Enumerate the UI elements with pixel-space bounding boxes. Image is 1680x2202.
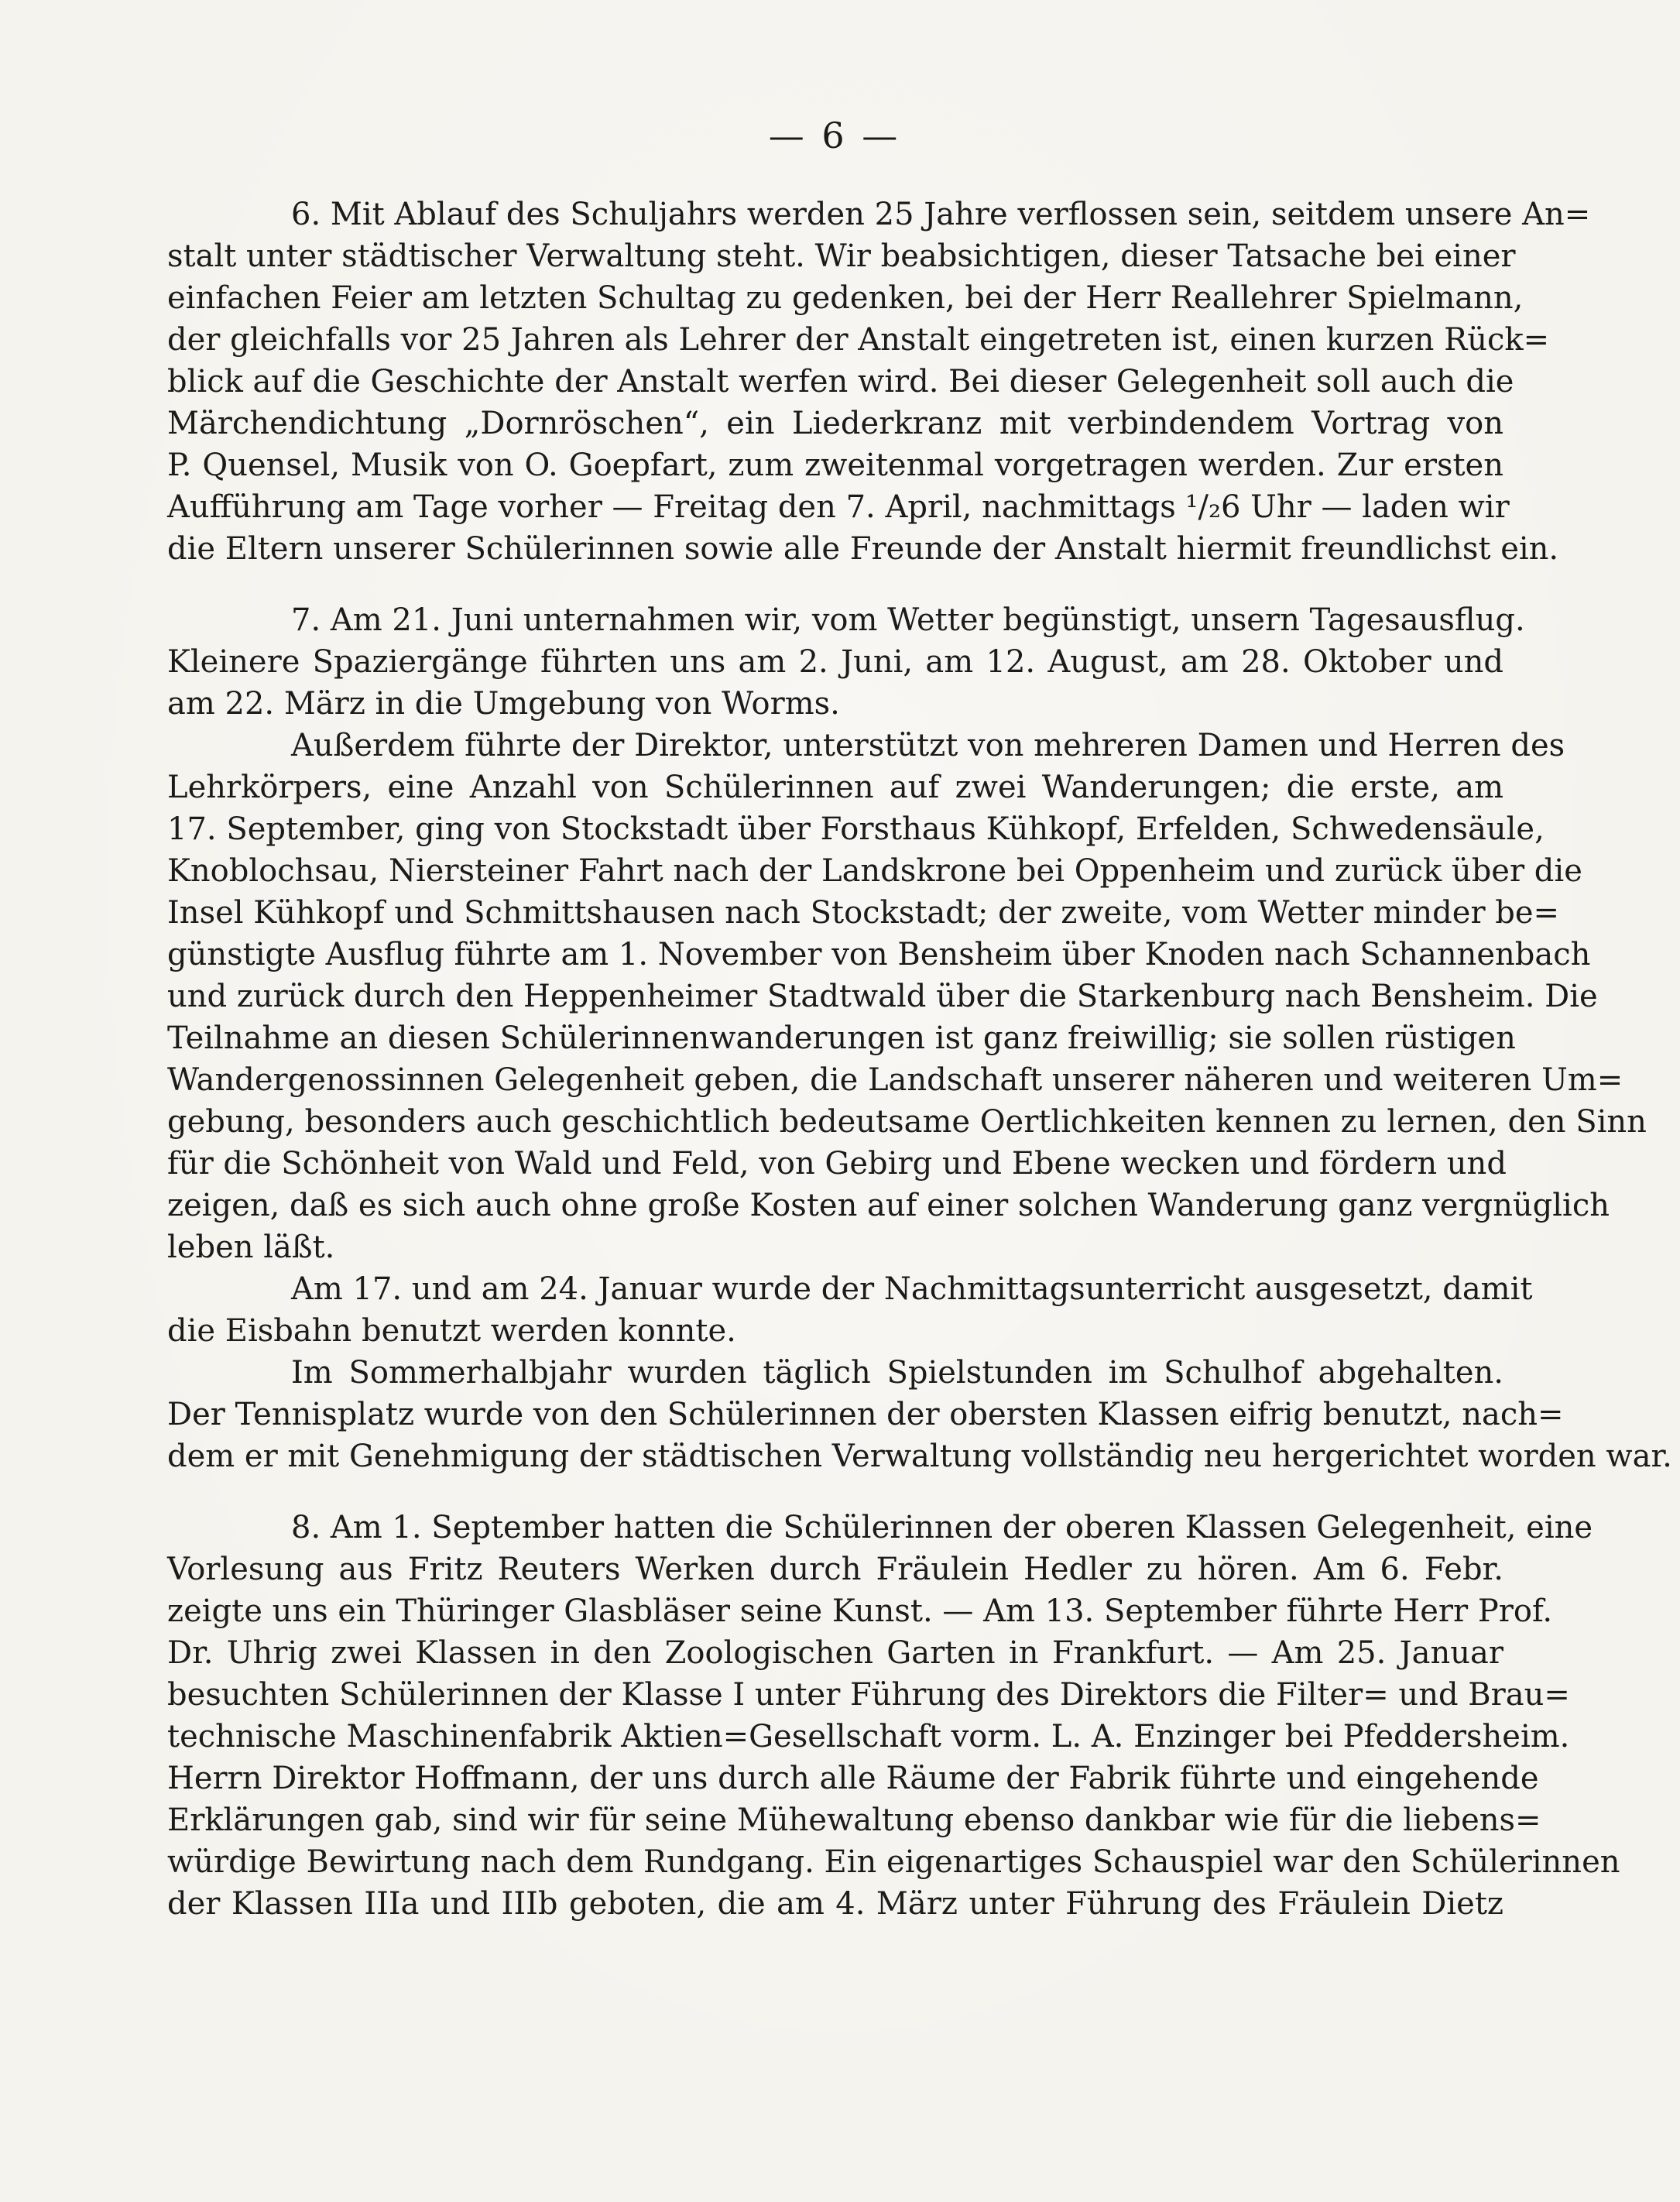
text-line: 6. Mit Ablauf des Schuljahrs werden 25 Jahre verflossen sein, seitdem unsere An=: [291, 197, 1591, 232]
text-line: würdige Bewirtung nach dem Rundgang. Ein eigenartiges Schauspiel war den Schülerinnen: [167, 1844, 1620, 1880]
text-line: Wandergenossinnen Gelegenheit geben, die Landschaft unserer näheren und weiteren Um=: [167, 1062, 1623, 1098]
paragraph-7: [167, 599, 1525, 725]
text-line: Im Sommerhalbjahr wurden täglich Spielstunden im Schulhof abgehalten.: [291, 1355, 1503, 1391]
text-line: Märchendichtung „Dornröschen“, ein Liederkranz mit verbindendem Vortrag von: [167, 406, 1503, 441]
text-line: Kleinere Spaziergänge führten uns am 2. Juni, am 12. August, am 28. Oktober und: [167, 644, 1503, 680]
text-line: Vorlesung aus Fritz Reuters Werken durch Fräulein Hedler zu hören. Am 6. Febr.: [167, 1552, 1503, 1587]
text-line: Am 17. und am 24. Januar wurde der Nachmittagsunterricht ausgesetzt, damit: [291, 1271, 1533, 1307]
page-number: — 6 —: [768, 115, 901, 156]
text-line: Insel Kühkopf und Schmittshausen nach Stockstadt; der zweite, vom Wetter minder be=: [167, 895, 1560, 931]
text-line: zeigen, daß es sich auch ohne große Kosten auf einer solchen Wanderung ganz vergnüglich: [167, 1188, 1610, 1223]
text-line: am 22. März in die Umgebung von Worms.: [167, 686, 840, 722]
text-line: 7. Am 21. Juni unternahmen wir, vom Wetter begünstigt, unsern Tagesausflug.: [291, 602, 1525, 638]
text-line: Teilnahme an diesen Schülerinnenwanderungen ist ganz freiwillig; sie sollen rüstigen: [167, 1020, 1516, 1056]
text-line: die Eltern unserer Schülerinnen sowie alle Freunde der Anstalt hiermit freundlichst ein.: [167, 531, 1559, 567]
paragraph-spielstunden: [167, 1352, 1672, 1477]
paragraph-gap: [167, 570, 1503, 599]
body-text: [167, 194, 1672, 1925]
text-line: der Klassen IIIa und IIIb geboten, die am 4. März unter Führung des Fräulein Dietz: [167, 1886, 1503, 1922]
text-line: die Eisbahn benutzt werden konnte.: [167, 1313, 736, 1349]
paragraph-gap: [167, 1477, 1503, 1507]
text-line: Herrn Direktor Hoffmann, der uns durch alle Räume der Fabrik führte und eingehende: [167, 1761, 1539, 1796]
text-line: blick auf die Geschichte der Anstalt werfen wird. Bei dieser Gelegenheit soll auch die: [167, 364, 1514, 400]
text-line: zeigte uns ein Thüringer Glasbläser seine Kunst. — Am 13. September führte Herr Prof.: [167, 1593, 1553, 1629]
text-line: und zurück durch den Heppenheimer Stadtwald über die Starkenburg nach Bensheim. Die: [167, 979, 1598, 1014]
text-line: Der Tennisplatz wurde von den Schülerinnen der obersten Klassen eifrig benutzt, nach=: [167, 1397, 1564, 1432]
text-line: Dr. Uhrig zwei Klassen in den Zoologischen Garten in Frankfurt. — Am 25. Januar: [167, 1635, 1503, 1671]
text-line: technische Maschinenfabrik Aktien=Gesellschaft vorm. L. A. Enzinger bei Pfeddersheim.: [167, 1719, 1570, 1754]
text-line: 8. Am 1. September hatten die Schülerinnen der oberen Klassen Gelegenheit, eine: [291, 1510, 1593, 1545]
text-line: gebung, besonders auch geschichtlich bedeutsame Oertlichkeiten kennen zu lernen, den Sinn: [167, 1104, 1647, 1140]
text-line: Lehrkörpers, eine Anzahl von Schülerinnen auf zwei Wanderungen; die erste, am: [167, 770, 1503, 805]
paragraph-eisbahn: [167, 1268, 1533, 1352]
text-line: 17. September, ging von Stockstadt über Forsthaus Kühkopf, Erfelden, Schwedensäule,: [167, 811, 1545, 847]
paragraph-8: [167, 1507, 1620, 1925]
paragraph-6: [167, 194, 1591, 570]
text-line: Außerdem führte der Direktor, unterstützt von mehreren Damen und Herren des: [291, 728, 1565, 763]
text-line: besuchten Schülerinnen der Klasse I unter Führung des Direktors die Filter= und Brau=: [167, 1677, 1570, 1713]
paragraph-wanderungen: [167, 725, 1647, 1268]
text-line: Aufführung am Tage vorher — Freitag den 7. April, nachmittags ¹/₂6 Uhr — laden wir: [167, 489, 1510, 525]
text-line: leben läßt.: [167, 1230, 335, 1265]
text-line: günstigte Ausflug führte am 1. November von Bensheim über Knoden nach Schannenbach: [167, 937, 1591, 972]
text-line: Erklärungen gab, sind wir für seine Mühewaltung ebenso dankbar wie für die liebens=: [167, 1802, 1541, 1838]
text-line: stalt unter städtischer Verwaltung steht. Wir beabsichtigen, dieser Tatsache bei einer: [167, 238, 1516, 274]
text-line: Knoblochsau, Niersteiner Fahrt nach der Landskrone bei Oppenheim und zurück über die: [167, 853, 1582, 889]
text-line: für die Schönheit von Wald und Feld, von Gebirg und Ebene wecken und fördern und: [167, 1146, 1507, 1182]
text-line: der gleichfalls vor 25 Jahren als Lehrer der Anstalt eingetreten ist, einen kurzen Rück=: [167, 322, 1550, 358]
text-line: einfachen Feier am letzten Schultag zu gedenken, bei der Herr Reallehrer Spielmann,: [167, 280, 1524, 316]
text-line: P. Quensel, Musik von O. Goepfart, zum zweitenmal vorgetragen werden. Zur ersten: [167, 448, 1503, 483]
text-line: dem er mit Genehmigung der städtischen Verwaltung vollständig neu hergerichtet worden war.: [167, 1439, 1672, 1474]
